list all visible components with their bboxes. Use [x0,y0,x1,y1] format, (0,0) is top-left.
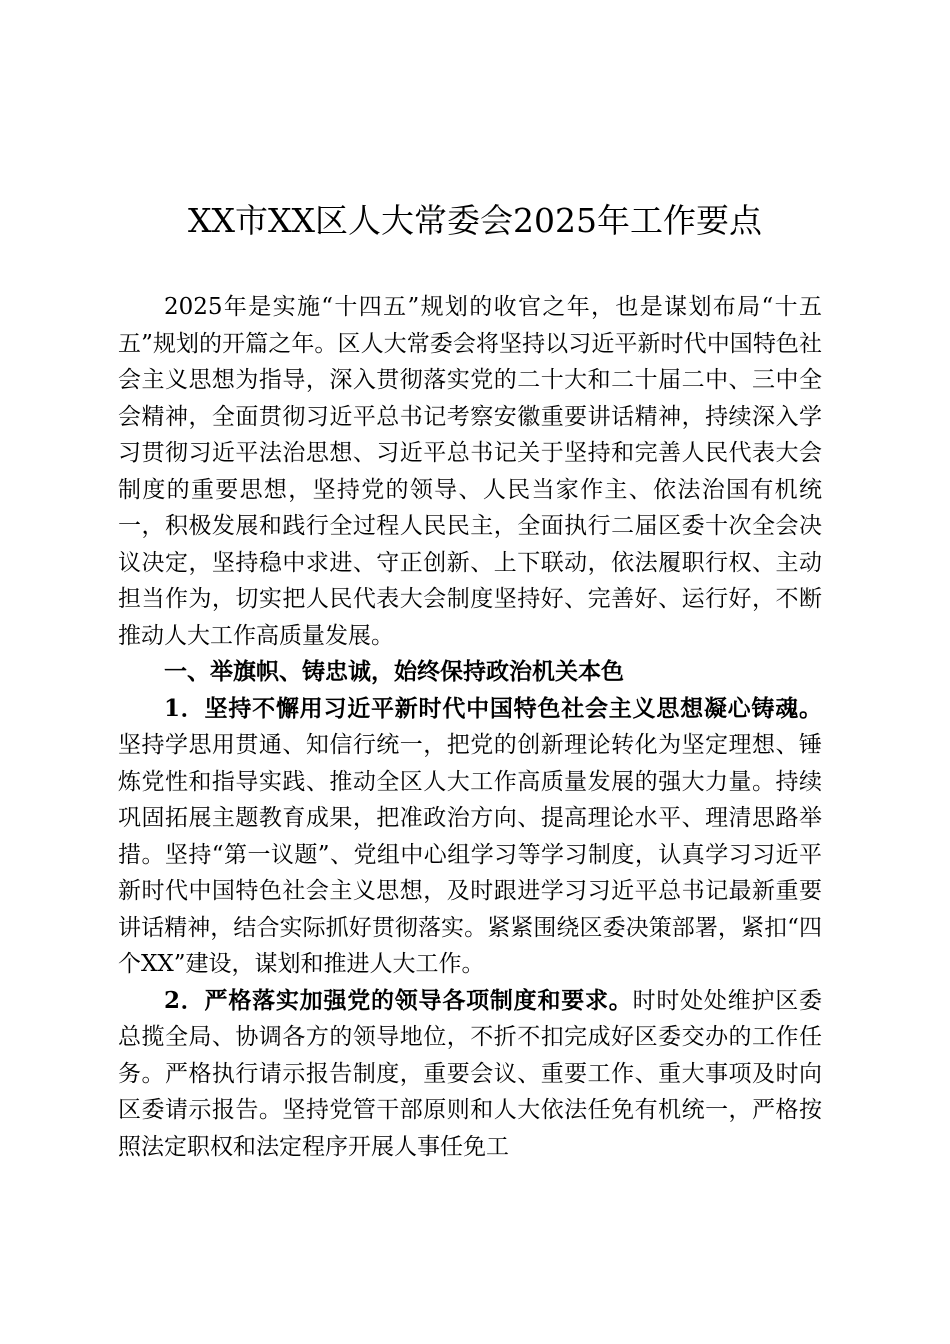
item-1-text: 坚持学思用贯通、知信行统一，把党的创新理论转化为坚定理想、锤炼党性和指导实践、推动全区人大工作高质量发展的强大力量。持续巩固拓展主题教育成果，把准政治方向、提高理论水平、理清思路举措。坚持“第一议题”、党组中心组学习等学习制度，认真学习习近平新时代中国特色社会主义思想，及时跟进学习习近平总书记最新重要讲话精神，结合实际抓好贯彻落实。紧紧围绕区委决策部署，紧扣“四个XX”建设，谋划和推进人大工作。 [118,732,822,977]
intro-paragraph-text: 2025年是实施“十四五”规划的收官之年，也是谋划布局“十五五”规划的开篇之年。区人大常委会将坚持以习近平新时代中国特色社会主义思想为指导，深入贯彻落实党的二十大和二十届二中、三中全会精神，全面贯彻习近平总书记考察安徽重要讲话精神，持续深入学习贯彻习近平法治思想、习近平总书记关于坚持和完善人民代表大会制度的重要思想，坚持党的领导、人民当家作主、依法治国有机统一，积极发展和践行全过程人民民主，全面执行二届区委十次全会决议决定，坚持稳中求进、守正创新、上下联动，依法履职行权、主动担当作为，切实把人民代表大会制度坚持好、完善好、运行好，不断推动人大工作高质量发展。 [118,294,822,649]
document-body [118,289,822,1165]
section-heading-1: 一、举旗帜、铸忠诚，始终保持政治机关本色 [164,658,624,685]
item-paragraph-2 [118,983,822,1166]
item-2-lead: 2．严格落实加强党的领导各项制度和要求。 [164,986,633,1014]
item-2-text: 时时处处维护区委总揽全局、协调各方的领导地位，不折不扣完成好区委交办的工作任务。严格执行请示报告制度，重要会议、重要工作、重大事项及时向区委请示报告。坚持党管干部原则和人大依法任免有机统一，严格按照法定职权和法定程序开展人事任免工 [118,987,823,1160]
intro-paragraph [118,289,822,654]
document-title: XX市XX区人大常委会2025年工作要点 [188,201,762,240]
item-paragraph-1 [118,691,822,983]
item-1-lead: 1．坚持不懈用习近平新时代中国特色社会主义思想凝心铸魂。 [164,694,822,722]
